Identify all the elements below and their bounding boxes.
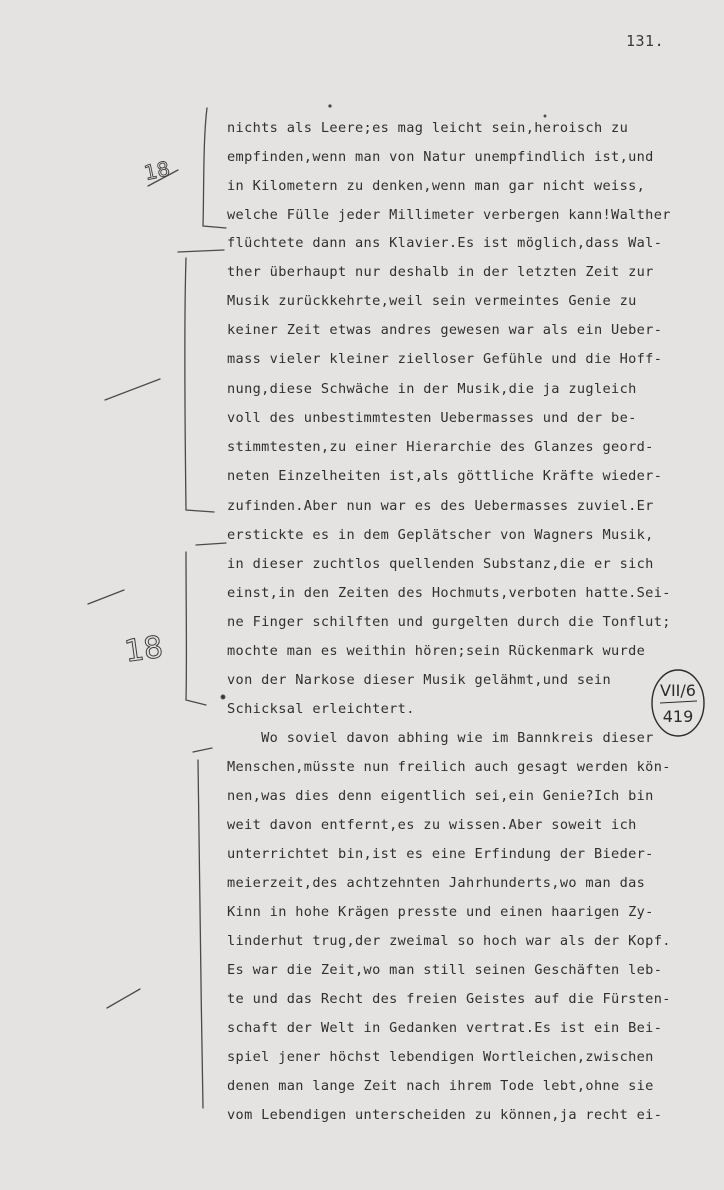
text-line: nung,diese Schwäche in der Musik,die ja zugleich: [227, 381, 637, 397]
text-line: flüchtete dann ans Klavier.Es ist möglich,dass Wal-: [227, 235, 663, 251]
margin-bracket: [186, 552, 206, 705]
text-line: welche Fülle jeder Millimeter verbergen kann!Walther: [227, 207, 671, 223]
stamp-bottom-text: 419: [662, 707, 694, 726]
margin-bracket: [203, 108, 226, 228]
archive-stamp: [652, 670, 704, 736]
text-line: spiel jener höchst lebendigen Wortleichen,zwischen: [227, 1049, 654, 1065]
text-line: mass vieler kleiner zielloser Gefühle und die Hoff-: [227, 351, 663, 367]
text-line: meierzeit,des achtzehnten Jahrhunderts,wo man das: [227, 875, 646, 891]
text-line: Kinn in hohe Krägen presste und einen haarigen Zy-: [227, 904, 654, 920]
margin-slash: [148, 170, 178, 186]
text-line: ne Finger schilften und gurgelten durch die Tonflut;: [227, 614, 671, 630]
text-line: zufinden.Aber nun war es des Uebermasses zuviel.Er: [227, 498, 654, 514]
margin-slash: [88, 590, 124, 604]
text-line: ther überhaupt nur deshalb in der letzten Zeit zur: [227, 264, 654, 280]
margin-slash: [107, 989, 140, 1008]
text-line: mochte man es weithin hören;sein Rückenmark wurde: [227, 643, 646, 659]
text-line: in Kilometern zu denken,wenn man gar nicht weiss,: [227, 178, 646, 194]
text-line: stimmtesten,zu einer Hierarchie des Glanzes geord-: [227, 439, 654, 455]
text-line: nichts als Leere;es mag leicht sein,heroisch zu: [227, 120, 629, 136]
text-line: vom Lebendigen unterscheiden zu können,ja recht ei-: [227, 1107, 663, 1123]
text-line: von der Narkose dieser Musik gelähmt,und sein: [227, 672, 612, 688]
text-line: Wo soviel davon abhing wie im Bannkreis dieser: [227, 730, 654, 746]
text-line: nen,was dies denn eigentlich sei,ein Genie?Ich bin: [227, 788, 654, 804]
margin-bracket: [185, 258, 214, 512]
text-line: in dieser zuchtlos quellenden Substanz,die er sich: [227, 556, 654, 572]
stamp-top-text: VII/6: [660, 681, 696, 700]
text-line: Es war die Zeit,wo man still seinen Geschäften leb-: [227, 962, 663, 978]
margin-bracket: [198, 760, 203, 1108]
text-line: erstickte es in dem Geplätscher von Wagners Musik,: [227, 527, 654, 543]
text-line: Menschen,müsste nun freilich auch gesagt werden kön-: [227, 759, 671, 775]
page-number: 131.: [626, 32, 665, 50]
margin-number: 18: [141, 156, 172, 186]
margin-bracket: [178, 250, 224, 252]
margin-bracket: [196, 543, 226, 545]
margin-bracket: [193, 748, 212, 752]
text-line: keiner Zeit etwas andres gewesen war als ein Ueber-: [227, 322, 663, 338]
margin-slash: [105, 379, 160, 400]
margin-number: 18: [122, 629, 166, 670]
text-line: voll des unbestimmtesten Uebermasses und der be-: [227, 410, 637, 426]
text-line: einst,in den Zeiten des Hochmuts,verboten hatte.Sei-: [227, 585, 671, 601]
text-line: Musik zurückkehrte,weil sein vermeintes Genie zu: [227, 293, 637, 309]
text-line: linderhut trug,der zweimal so hoch war als der Kopf.: [227, 933, 671, 949]
text-line: neten Einzelheiten ist,als göttliche Kräfte wieder-: [227, 468, 663, 484]
text-line: denen man lange Zeit nach ihrem Tode lebt,ohne sie: [227, 1078, 654, 1094]
text-line: empfinden,wenn man von Natur unempfindlich ist,und: [227, 149, 654, 165]
text-line: schaft der Welt in Gedanken vertrat.Es ist ein Bei-: [227, 1020, 663, 1036]
text-line: Schicksal erleichtert.: [227, 701, 415, 717]
text-line: unterrichtet bin,ist es eine Erfindung der Bieder-: [227, 846, 654, 862]
text-line: te und das Recht des freien Geistes auf die Fürsten-: [227, 991, 671, 1007]
text-line: weit davon entfernt,es zu wissen.Aber soweit ich: [227, 817, 637, 833]
